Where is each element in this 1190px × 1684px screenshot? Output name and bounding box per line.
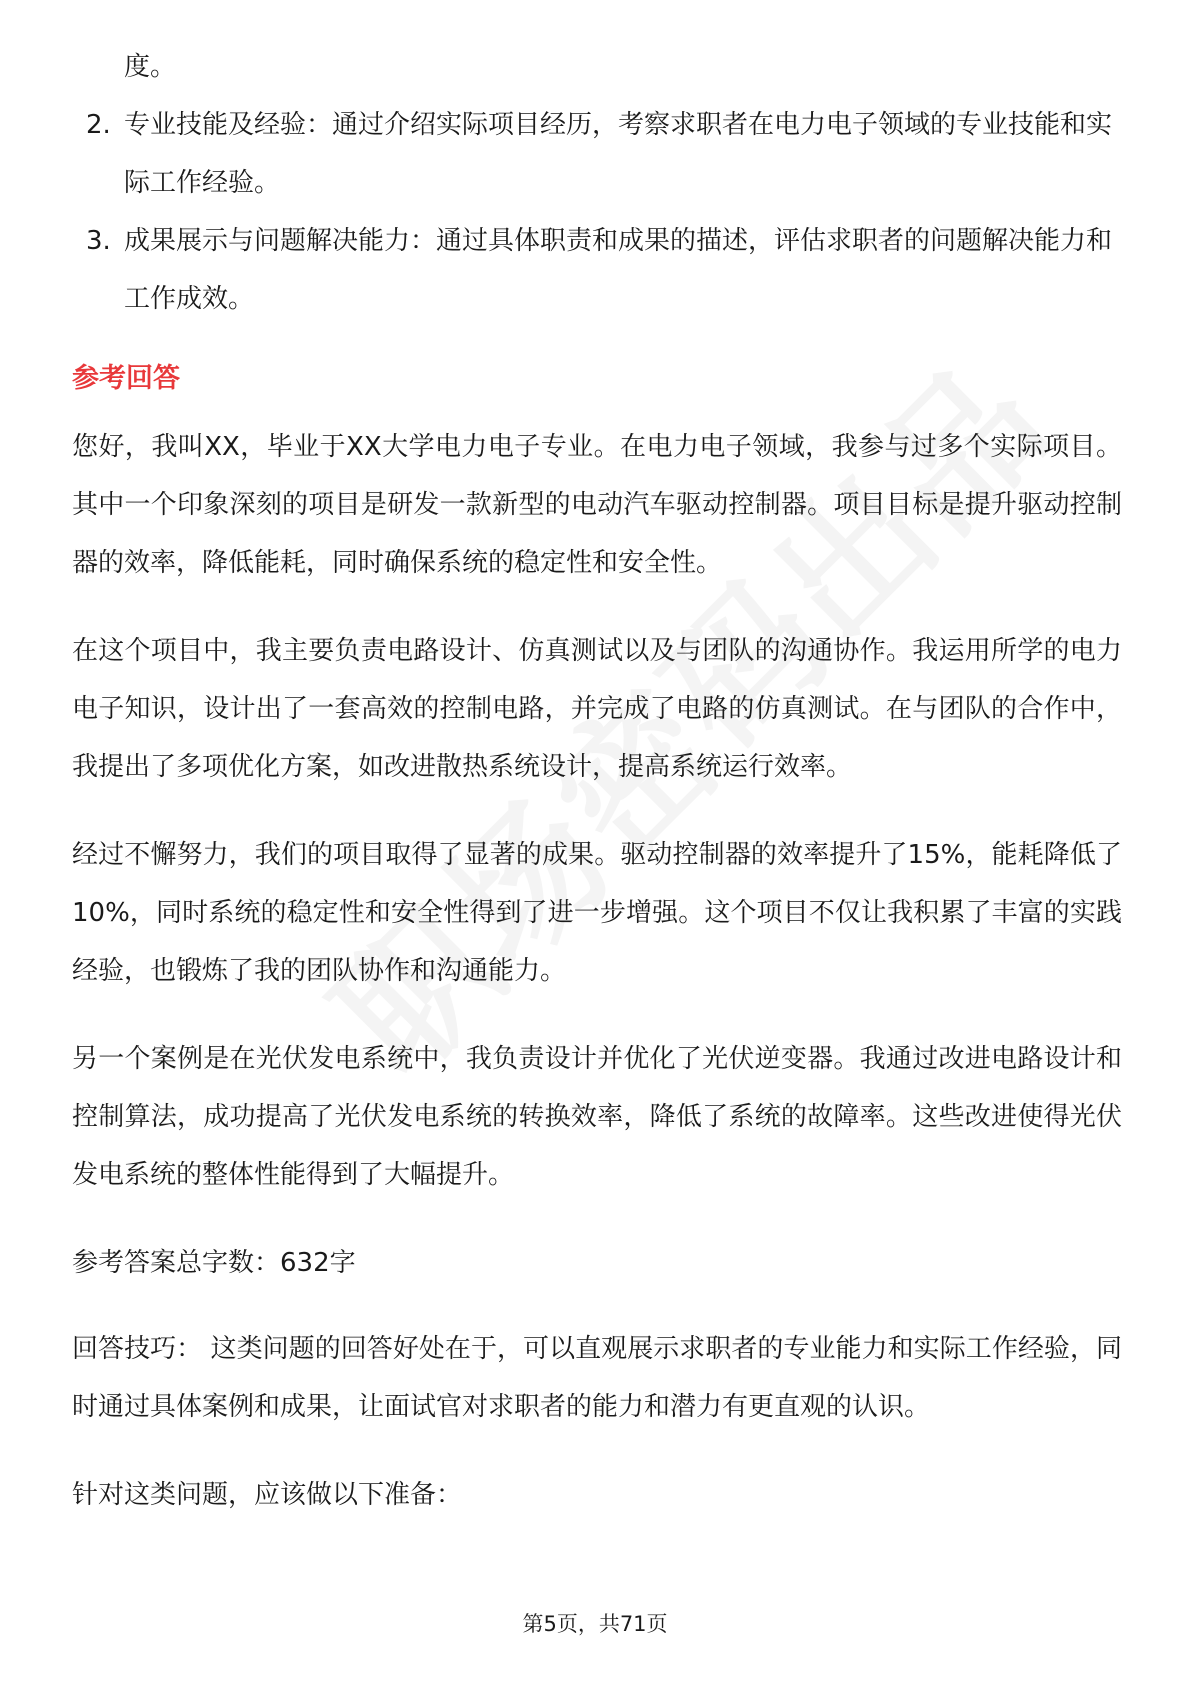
answer-tips: 回答技巧： 这类问题的回答好处在于，可以直观展示求职者的专业能力和实际工作经验，同时通过具体案例和成果，让面试官对求职者的能力和潜力有更直观的认识。 [72,1334,1122,1422]
answer-paragraph: 在这个项目中，我主要负责电路设计、仿真测试以及与团队的沟通协作。我运用所学的电力电子知识，设计出了一套高效的控制电路，并完成了电路的仿真测试。在与团队的合作中，我提出了多项优化方案，如改进散热系统设计，提高系统运行效率。 [72,636,1122,782]
list-item [72,96,1122,212]
continued-text: 度。 [124,52,177,82]
page-footer: 第5页，共71页 [522,1612,668,1636]
list-item-number: 3. [86,226,111,256]
list-item [72,212,1122,328]
list-item-text: 成果展示与问题解决能力：通过具体职责和成果的描述，评估求职者的问题解决能力和工作成效。 [124,226,1113,314]
answer-paragraph: 您好，我叫XX，毕业于XX大学电力电子专业。在电力电子领域，我参与过多个实际项目。其中一个印象深刻的项目是研发一款新型的电动汽车驱动控制器。项目目标是提升驱动控制器的效率，降低能耗，同时确保系统的稳定性和安全性。 [72,432,1122,578]
evaluation-points-list [72,96,1122,328]
section-title-reference-answer: 参考回答 [72,363,180,394]
answer-paragraph: 经过不懈努力，我们的项目取得了显著的成果。驱动控制器的效率提升了15%，能耗降低了10%，同时系统的稳定性和安全性得到了进一步增强。这个项目不仅让我积累了丰富的实践经验，也锻炼了我的团队协作和沟通能力。 [72,840,1122,986]
preparation-intro: 针对这类问题，应该做以下准备： [72,1480,463,1510]
word-count: 参考答案总字数：632字 [72,1248,356,1278]
list-item-text: 专业技能及经验：通过介绍实际项目经历，考察求职者在电力电子领域的专业技能和实际工作经验。 [124,110,1113,198]
list-item-number: 2. [86,110,111,140]
answer-paragraph: 另一个案例是在光伏发电系统中，我负责设计并优化了光伏逆变器。我通过改进电路设计和控制算法，成功提高了光伏发电系统的转换效率，降低了系统的故障率。这些改进使得光伏发电系统的整体性能得到了大幅提升。 [72,1044,1122,1190]
page-content [72,38,1122,1554]
